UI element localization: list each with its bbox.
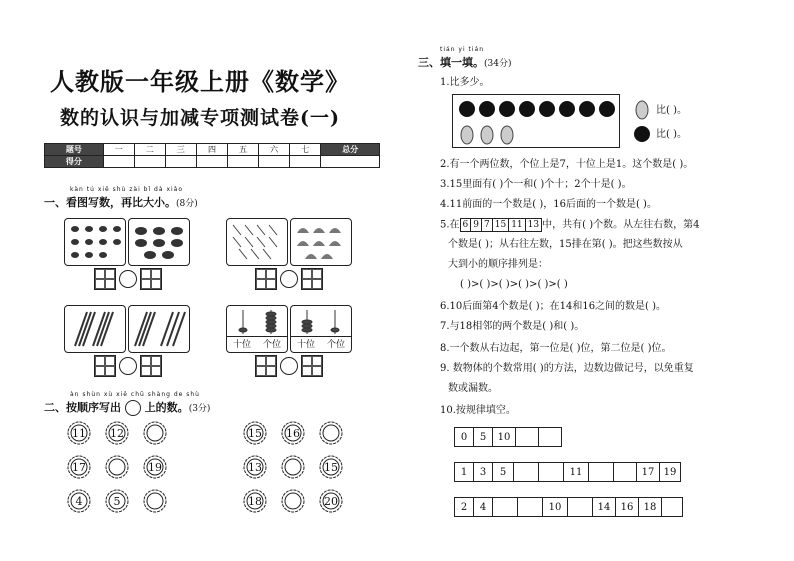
flower-icon bbox=[280, 488, 306, 514]
seq-cell[interactable]: 4 bbox=[474, 498, 493, 516]
flower-cell[interactable] bbox=[280, 488, 306, 514]
seq-cell[interactable] bbox=[539, 463, 564, 481]
score-cell[interactable] bbox=[290, 156, 321, 168]
flower-cell[interactable] bbox=[104, 454, 130, 480]
seq-cell[interactable]: 11 bbox=[564, 463, 589, 481]
score-header-7: 七 bbox=[290, 144, 321, 156]
section3-heading bbox=[418, 54, 511, 70]
abacus-icon bbox=[227, 306, 287, 336]
compare-circle[interactable] bbox=[119, 270, 137, 288]
compare-circle[interactable] bbox=[280, 270, 298, 288]
seq-cell[interactable]: 1 bbox=[455, 463, 474, 481]
abacus-box-2 bbox=[290, 305, 352, 353]
shells-picture-box bbox=[290, 218, 352, 266]
score-header-4: 四 bbox=[196, 144, 227, 156]
answer-grid[interactable] bbox=[255, 355, 277, 377]
answer-grid[interactable] bbox=[301, 355, 323, 377]
score-cell[interactable] bbox=[228, 156, 259, 168]
score-cell[interactable] bbox=[321, 156, 380, 168]
flower-cell[interactable] bbox=[318, 420, 344, 446]
answer-grid[interactable] bbox=[255, 268, 277, 290]
stick-bundle-icon bbox=[129, 306, 189, 352]
flower-cell[interactable]: 18 bbox=[242, 488, 268, 514]
apples-pears-icon bbox=[453, 95, 619, 147]
turtle-picture-box bbox=[128, 218, 190, 266]
shells-icon bbox=[291, 219, 351, 265]
tens-label: 十位 bbox=[296, 340, 315, 350]
section1-heading bbox=[44, 194, 198, 210]
section2-points: (3分) bbox=[188, 404, 211, 414]
q9-line1: 9. 数物体的个数常用( )的方法，边数边做记号，以免重复 bbox=[440, 363, 694, 374]
flower-cell[interactable] bbox=[142, 420, 168, 446]
score-header-label: 题号 bbox=[45, 144, 104, 156]
q10-label: 10.按规律填空。 bbox=[440, 405, 516, 416]
page-title: 人教版一年级上册《数学》 bbox=[50, 67, 350, 96]
q1-compare-1: 比( )。 bbox=[656, 105, 687, 116]
flower-icon bbox=[125, 400, 141, 416]
answer-grid[interactable] bbox=[94, 355, 116, 377]
compare-circle[interactable] bbox=[280, 357, 298, 375]
score-cell[interactable] bbox=[134, 156, 165, 168]
flower-cell[interactable]: 5 bbox=[104, 488, 130, 514]
score-header-1: 一 bbox=[103, 144, 134, 156]
section1-points: (8分) bbox=[176, 199, 198, 209]
page-subtitle: 数的认识与加减专项测试卷(一) bbox=[60, 107, 340, 129]
q5-line1: 5.在 6 9 7 15 11 13 中，共有( )个数。从左往右数，第4 bbox=[440, 219, 700, 231]
answer-grid[interactable] bbox=[140, 268, 162, 290]
score-cell[interactable] bbox=[103, 156, 134, 168]
section2-label-b: 上的数。 bbox=[144, 401, 189, 414]
seq-cell[interactable] bbox=[614, 463, 637, 481]
section3-points: (34分) bbox=[484, 59, 512, 69]
animals-icon bbox=[129, 219, 189, 265]
seq-cell[interactable] bbox=[568, 498, 593, 516]
seq-cell[interactable] bbox=[589, 463, 614, 481]
q3-text: 3.15里面有( )个一和( )个十；2个十是( )。 bbox=[440, 179, 632, 190]
q5-line2: 个数是( )；从右往左数，15排在第( )。把这些数按从 bbox=[448, 239, 683, 250]
score-cell[interactable] bbox=[196, 156, 227, 168]
section2-label-a: 二、按顺序写出 bbox=[44, 401, 121, 414]
seq-cell[interactable] bbox=[514, 463, 539, 481]
q7-text: 7.与18相邻的两个数是( )和( )。 bbox=[440, 321, 585, 332]
number-strip: 6 9 7 15 11 13 bbox=[460, 218, 543, 232]
seq-cell[interactable]: 2 bbox=[455, 498, 474, 516]
sequence-row-3 bbox=[454, 497, 683, 517]
score-header-3: 三 bbox=[165, 144, 196, 156]
score-header-6: 六 bbox=[259, 144, 290, 156]
seq-cell[interactable]: 5 bbox=[493, 463, 514, 481]
leaves-picture-box bbox=[226, 218, 288, 266]
flower-icon bbox=[104, 454, 130, 480]
score-table bbox=[44, 143, 380, 168]
q9-line2: 数或漏数。 bbox=[448, 383, 498, 394]
seq-cell[interactable] bbox=[662, 498, 682, 516]
flower-cell[interactable] bbox=[280, 454, 306, 480]
flower-cell[interactable]: 17 bbox=[66, 454, 92, 480]
flower-grid-right bbox=[242, 420, 344, 514]
seq-cell[interactable]: 3 bbox=[474, 463, 493, 481]
flower-cell[interactable]: 16 bbox=[280, 420, 306, 446]
score-header-5: 五 bbox=[228, 144, 259, 156]
sequence-row-2 bbox=[454, 462, 681, 482]
seq-cell[interactable]: 16 bbox=[616, 498, 639, 516]
answer-grid[interactable] bbox=[94, 268, 116, 290]
score-header-total: 总分 bbox=[321, 144, 380, 156]
fruit-compare-icons bbox=[630, 98, 654, 144]
seq-cell[interactable]: 14 bbox=[593, 498, 616, 516]
score-cell[interactable] bbox=[259, 156, 290, 168]
score-cell[interactable] bbox=[165, 156, 196, 168]
q5-line3: 大到小的顺序排列是： bbox=[448, 259, 548, 270]
flower-cell[interactable] bbox=[142, 488, 168, 514]
answer-grid[interactable] bbox=[140, 355, 162, 377]
ones-label: 个位 bbox=[262, 340, 281, 350]
seq-cell[interactable] bbox=[516, 428, 539, 446]
compare-circle[interactable] bbox=[119, 357, 137, 375]
abacus-icon bbox=[291, 306, 351, 336]
seq-cell[interactable]: 5 bbox=[474, 428, 493, 446]
section2-pinyin: àn shùn xù xiě chū shàng de shù bbox=[70, 391, 200, 398]
flower-icon bbox=[318, 420, 344, 446]
answer-grid[interactable] bbox=[301, 268, 323, 290]
flower-cell[interactable]: 11 bbox=[66, 420, 92, 446]
q5-order-blanks[interactable]: ( )>( )>( )>( )>( )>( ) bbox=[460, 279, 568, 290]
q2-text: 2.有一个两位数，个位上是7，十位上是1。这个数是( )。 bbox=[440, 159, 694, 170]
section1-label: 一、看图写数，再比大小。 bbox=[44, 196, 176, 209]
seq-cell[interactable]: 10 bbox=[493, 428, 516, 446]
section3-label: 三、填一填。 bbox=[418, 56, 484, 69]
seq-cell[interactable] bbox=[518, 498, 543, 516]
flower-cell[interactable]: 4 bbox=[66, 488, 92, 514]
q1-label: 1.比多少。 bbox=[440, 77, 490, 88]
seq-cell[interactable] bbox=[539, 428, 561, 446]
flower-icon bbox=[142, 488, 168, 514]
fruit-box bbox=[452, 94, 620, 148]
score-row-label: 得分 bbox=[45, 156, 104, 168]
q1-compare-2: 比( )。 bbox=[656, 129, 687, 140]
seq-cell[interactable]: 19 bbox=[663, 466, 677, 478]
sticks-mixed-box bbox=[128, 305, 190, 353]
tens-label: 十位 bbox=[232, 340, 251, 350]
section3-pinyin: tián yi tián bbox=[440, 46, 485, 53]
q4-text: 4.11前面的一个数是( )，16后面的一个数是( )。 bbox=[440, 199, 657, 210]
section1-pinyin: kàn tú xiě shù zài bǐ dà xiǎo bbox=[70, 186, 184, 193]
crab-picture-box bbox=[64, 218, 126, 266]
ones-label: 个位 bbox=[326, 340, 345, 350]
flower-icon bbox=[142, 420, 168, 446]
seq-cell[interactable]: 0 bbox=[455, 428, 474, 446]
flower-cell[interactable]: 19 bbox=[142, 454, 168, 480]
sticks-bundle-box bbox=[64, 305, 126, 353]
crabs-icon bbox=[65, 219, 125, 265]
seq-cell[interactable] bbox=[493, 498, 518, 516]
score-header-2: 二 bbox=[134, 144, 165, 156]
flower-icon bbox=[280, 454, 306, 480]
leaves-icon bbox=[227, 219, 287, 265]
sequence-row-1 bbox=[454, 427, 562, 447]
seq-cell[interactable]: 17 bbox=[637, 463, 660, 481]
flower-cell[interactable]: 13 bbox=[242, 454, 268, 480]
flower-cell[interactable]: 15 bbox=[242, 420, 268, 446]
q6-text: 6.10后面第4个数是( )；在14和16之间的数是( )。 bbox=[440, 301, 667, 312]
section2-heading bbox=[44, 399, 210, 416]
seq-cell[interactable]: 18 bbox=[639, 498, 662, 516]
abacus-box-1 bbox=[226, 305, 288, 353]
flower-cell[interactable]: 20 bbox=[318, 488, 344, 514]
seq-cell[interactable]: 10 bbox=[543, 498, 568, 516]
flower-grid-left bbox=[66, 420, 168, 514]
q8-text: 8.一个数从右边起，第一位是( )位，第二位是( )位。 bbox=[440, 343, 672, 354]
stick-bundle-icon bbox=[65, 306, 125, 352]
flower-cell[interactable]: 15 bbox=[318, 454, 344, 480]
flower-cell[interactable]: 12 bbox=[104, 420, 130, 446]
